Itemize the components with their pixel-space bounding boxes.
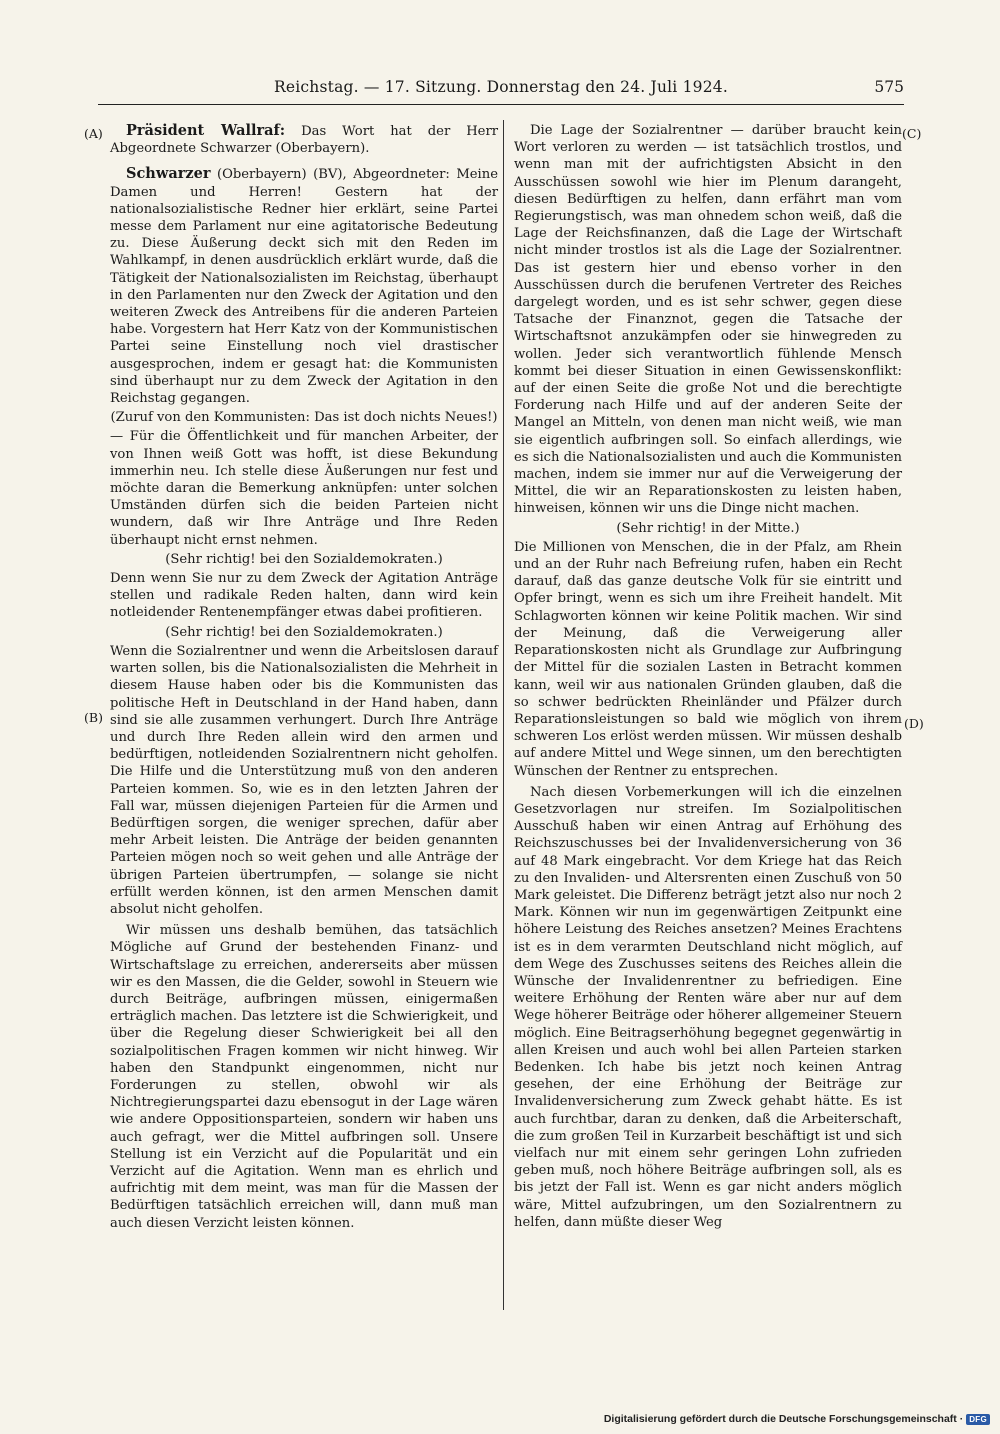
interjection: (Sehr richtig! bei den Sozialdemokraten.) [165, 551, 443, 567]
paragraph: Denn wenn Sie nur zu dem Zweck der Agitation Anträge stellen und radikale Reden halten, dann wird kein notleidender Rentenempfänger etwas dabei profitieren. [110, 571, 498, 621]
margin-marker-c: (C) [902, 126, 922, 141]
dfg-logo-icon: DFG [966, 1414, 990, 1425]
footer-text: Digitalisierung gefördert durch die Deutsche Forschungsgemeinschaft · [603, 1413, 964, 1425]
paragraph: — Für die Öffentlichkeit und für manchen Arbeiter, der von Ihnen weiß Gott was hofft, ist diese Bekundung immerhin neu. Ich stelle diese Äußerungen nur fest und möchte daran die Bemerkung anknüpfen: unter solchen Umständen dürfen sich die beiden Parteien nicht wundern, daß wir Ihre Anträge und Ihre Reden überhaupt nicht ernst nehmen. [110, 429, 498, 548]
interjection: (Sehr richtig! bei den Sozialdemokraten.) [165, 624, 443, 640]
paragraph: Nach diesen Vorbemerkungen will ich die einzelnen Gesetzvorlagen nur streifen. Im Sozialpolitischen Ausschuß haben wir einen Antrag auf Erhöhung des Reichszuschusses bei der Invalidenversicherung von 36 auf 48 Mark eingebracht. Vor dem Kriege hat das Reich zu den Invaliden- und Altersrenten einen Zuschuß von 50 Mark geleistet. Die Differenz beträgt jetzt also nur noch 2 Mark. Können wir nun im gegenwärtigen Zeitpunkt eine höhere Leistung des Reiches ansetzen? Meines Erachtens ist es in dem verarmten Deutschland nicht möglich, auf dem Wege des Zuschusses seitens des Reiches allein die Wünsche der Invalidenrentner zu befriedigen. Eine weitere Erhöhung der Renten wäre aber nur auf dem Wege höherer Beiträge oder höherer allgemeiner Steuern möglich. Eine Beitragserhöhung begegnet gegenwärtig in allen Kreisen und auch wohl bei allen Parteien starken Bedenken. Ich habe bis jetzt noch keinen Antrag gesehen, der eine Erhöhung der Beiträge zur Invalidenversicherung zum Zweck gehabt hätte. Es ist auch furchtbar, daran zu denken, daß die Arbeiterschaft, die zum großen Teil in Kurzarbeit beschäftigt ist und sich vielfach nur mit einem sehr geringen Lohn zufrieden geben muß, noch höhere Beiträge aufbringen soll, als es bis jetzt der Fall ist. Wenn es gar nicht anders möglich wäre, Mittel aufzubringen, um den Sozialrentnern zu helfen, dann müßte dieser Weg [514, 784, 902, 1230]
paragraph [110, 122, 498, 157]
page-number: 575 [874, 78, 904, 96]
column-divider [503, 120, 504, 1310]
header-rule [98, 104, 904, 105]
left-column [110, 122, 498, 1232]
margin-marker-b: (B) [84, 710, 103, 725]
page-header [98, 78, 904, 102]
paragraph [110, 165, 498, 407]
paragraph: Die Lage der Sozialrentner — darüber braucht kein Wort verloren zu werden — ist tatsächlich trostlos, und wenn man mit der aufrichtigsten Absicht in den Ausschüssen sowohl wie hier im Plenum darangeht, diesen Bedürftigen zu helfen, dann erfährt man vom Regierungstisch, was man ohnedem schon weiß, daß die Lage der Reichsfinanzen, daß die Lage der Wirtschaft nicht minder trostlos ist als die Lage der Sozialrentner. Das ist gestern hier und ebenso vorher in den Ausschüssen durch die berufenen Vertreter des Reiches dargelegt worden, und es ist sehr schwer, gegen diese Tatsache der Finanznot, gegen die Tatsache der Wirtschaftsnot anzukämpfen oder sie hinwegreden zu wollen. Jeder sich verantwortlich fühlende Mensch kommt bei dieser Situation in einen Gewissenskonflikt: auf der einen Seite die große Not und die berechtigte Forderung nach Hilfe und auf der anderen Seite der Mangel an Mitteln, von denen man nicht weiß, wie man sie eigentlich aufbringen soll. So einfach allerdings, wie es sich die Nationalsozialisten und auch die Kommunisten machen, indem sie immer nur auf die Verweigerung der Mittel, die wir an Reparationskosten zu leisten haben, hinweisen, können wir uns die Dinge nicht machen. [514, 123, 902, 517]
interjection: (Sehr richtig! in der Mitte.) [616, 520, 800, 536]
right-column [514, 122, 902, 1231]
speaker-name: Schwarzer [126, 165, 211, 183]
margin-marker-a: (A) [84, 126, 103, 141]
header-title: Reichstag. — 17. Sitzung. Donnerstag den 24. Juli 1924. [274, 78, 728, 96]
paragraph-text: (Oberbayern) (BV), Abgeordneter: Meine Damen und Herren! Gestern hat der nationalsozialistische Redner hier erklärt, seine Partei messe dem Parlament nur eine agitatorische Bedeutung zu. Diese Äußerung deckt sich mit den Reden im Wahlkampf, in denen ausdrücklich erklärt wurde, daß die Tätigkeit der Nationalsozialisten im Reichstag, überhaupt in den Parlamenten nur den Zweck der Agitation und den weiteren Zweck des Antreibens für die anderen Parteien habe. Vorgestern hat Herr Katz von der Kommunistischen Partei seine Einstellung noch viel drastischer ausgesprochen, indem er gesagt hat: die Kommunisten sind überhaupt nur zu dem Zweck der Agitation in den Reichstag gegangen. [110, 167, 498, 407]
paragraph: Wenn die Sozialrentner und wenn die Arbeitslosen darauf warten sollen, bis die Nationalsozialisten die Mehrheit in diesem Hause haben oder bis die Kommunisten das politische Heft in Deutschland in der Hand haben, dann sind sie alle zusammen verhungert. Durch Ihre Anträge und durch Ihre Reden allein wird den armen und bedürftigen, notleidenden Sozialrentnern nicht geholfen. Die Hilfe und die Unterstützung muß von den anderen Parteien kommen. So, wie es in den letzten Jahren der Fall war, müssen diejenigen Parteien für die Armen und Bedürftigen sorgen, die weniger sprechen, dafür aber mehr Arbeit leisten. Die Anträge der beiden genannten Parteien mögen noch so weit gehen und alle Anträge der übrigen Parteien übertrumpfen, — solange sie nicht erfüllt werden können, ist den armen Menschen damit absolut nicht geholfen. [110, 643, 498, 917]
paragraph: Die Millionen von Menschen, die in der Pfalz, am Rhein und an der Ruhr nach Befreiung rufen, haben ein Recht darauf, daß das ganze deutsche Volk für sie eintritt und Opfer bringt, wenn es sich um ihre Freiheit handelt. Mit Schlagworten können wir keine Politik machen. Wir sind der Meinung, daß die Verweigerung aller Reparationskosten nicht als Grundlage zur Aufbringung der Mittel für die sozialen Lasten in Betracht kommen kann, weil wir aus nationalen Gründen glauben, daß die so schwer bedrückten Rheinländer und Pfälzer durch Reparationsleistungen so bald wie möglich von ihrem schweren Los erlöst werden müssen. Wir müssen deshalb auf andere Mittel und Wege sinnen, um den berechtigten Wünschen der Rentner zu entsprechen. [514, 539, 902, 779]
paragraph-text: Das Wort hat der Herr Abgeordnete Schwarzer (Oberbayern). [110, 124, 499, 157]
interjection: (Zuruf von den Kommunisten: Das ist doch nichts Neues!) [110, 410, 498, 426]
footer-credit [604, 1413, 990, 1425]
margin-marker-d: (D) [904, 716, 924, 731]
speaker-name: Präsident Wallraf: [126, 122, 286, 139]
paragraph: Wir müssen uns deshalb bemühen, das tatsächlich Mögliche auf Grund der bestehenden Finanz- und Wirtschaftslage zu erreichen, andererseits aber müssen wir es den Massen, die die Gelder, sowohl in Steuern wie durch Beiträge, aufbringen müssen, einigermaßen erträglich machen. Das letztere ist die Schwierigkeit, und über die Regelung dieser Schwierigkeit bei all den sozialpolitischen Fragen kommen wir nicht hinweg. Wir haben den Standpunkt eingenommen, nicht nur Forderungen zu stellen, obwohl wir als Nichtregierungspartei dazu ebensogut in der Lage wären wie andere Oppositionsparteien, sondern wir haben uns auch gefragt, wer die Mittel aufbringen soll. Unsere Stellung ist ein Verzicht auf die Popularität und ein Verzicht auf die Agitation. Wenn man es ehrlich und aufrichtig mit dem meint, was man für die Massen der Bedürftigen tatsächlich erreichen will, dann muß man auch diesen Verzicht leisten können. [110, 923, 498, 1231]
